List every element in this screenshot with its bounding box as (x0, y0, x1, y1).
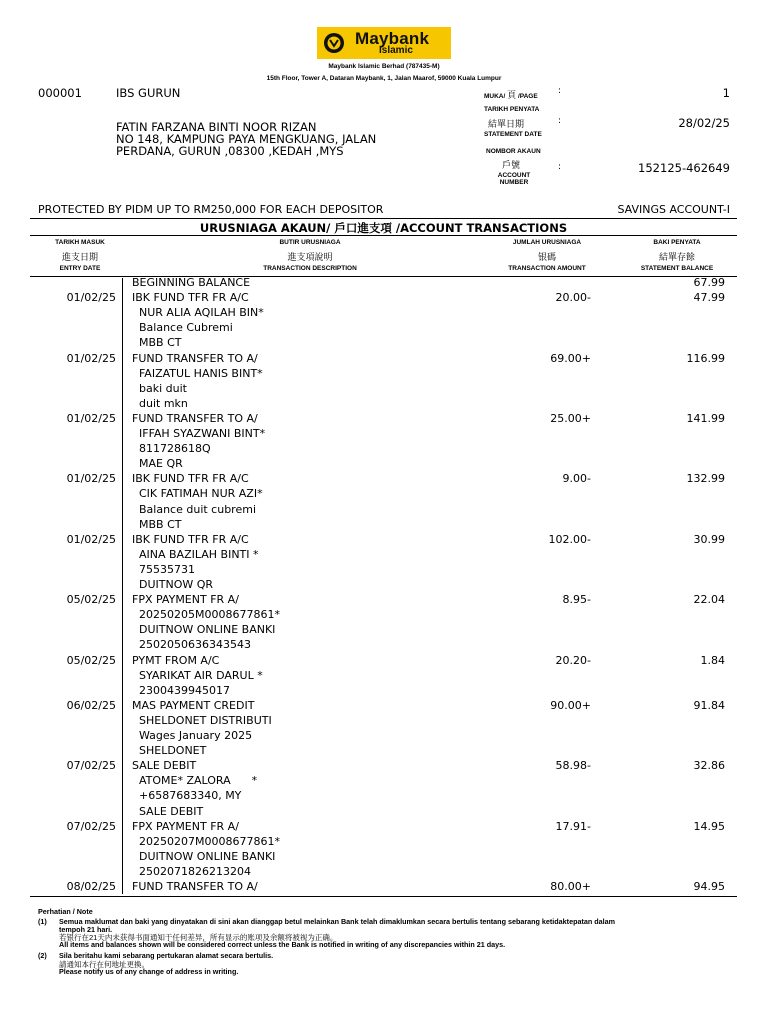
transaction-amount: 8.95- (562, 593, 591, 607)
customer-name: FATIN FARZANA BINTI NOOR RIZAN (116, 120, 317, 134)
transaction-amount: 20.20- (555, 653, 591, 667)
entry-date: 05/02/25 (66, 653, 116, 667)
transaction-description: FUND TRANSFER TO A/ (132, 411, 258, 425)
acct-label-en1: ACCOUNT (497, 172, 531, 179)
transaction-description: Wages January 2025 (132, 729, 253, 742)
note-2-ms: Sila beritahu kami sebarang pertukaran alamat secara bertulis. (59, 951, 274, 960)
statement-balance: 67.99 (693, 276, 725, 289)
transaction-description: MBB CT (132, 336, 182, 350)
transaction-description: SHELDONET DISTRIBUTI (132, 713, 272, 727)
transaction-description: SYARIKAT AIR DARUL * (132, 668, 263, 682)
transaction-description: 2300439945017 (132, 683, 230, 697)
entry-date: 01/02/25 (66, 472, 116, 486)
col-desc-cjk: 進支項說明 (287, 253, 333, 263)
transaction-description: PYMT FROM A/C (132, 653, 220, 667)
statement-balance: 22.04 (693, 593, 725, 607)
page-number: 1 (722, 86, 730, 100)
statement-balance: 32.86 (693, 759, 725, 773)
col-desc-en: TRANSACTION DESCRIPTION (263, 265, 357, 272)
col-balance-ms: BAKI PENYATA (653, 239, 701, 246)
date-colon: : (558, 116, 562, 126)
transaction-description: NUR ALIA AQILAH BIN* (132, 306, 264, 320)
note-1-ms: Semua maklumat dan baki yang dinyatakan di sini akan dianggap betul melainkan Bank telah dimaklumkan secara bertulis tentang sebarang ketidaktepatan dalam (59, 917, 616, 926)
transaction-description: FUND TRANSFER TO A/ (132, 351, 258, 365)
transaction-amount: 20.00- (555, 291, 591, 305)
pidm-notice: PROTECTED BY PIDM UP TO RM250,000 FOR EACH DEPOSITOR (38, 203, 384, 216)
col-amount-en: TRANSACTION AMOUNT (508, 265, 586, 272)
col-amount-ms: JUMLAH URUSNIAGA (512, 239, 582, 246)
transaction-description: IBK FUND TFR FR A/C (132, 532, 249, 546)
note-2-cjk: 請通知本行在何地址更換。 (59, 960, 149, 969)
statement-balance: 116.99 (686, 351, 725, 365)
bank-address: 15th Floor, Tower A, Dataran Maybank, 1, Jalan Maarof, 59000 Kuala Lumpur (266, 75, 502, 82)
acct-label-en2: NUMBER (499, 179, 529, 186)
footer-rule (30, 896, 737, 897)
note-1-ms2: tempoh 21 hari. (59, 925, 113, 934)
statement-balance: 14.95 (693, 819, 725, 833)
title-rule-bottom (30, 235, 737, 236)
col-date-en: ENTRY DATE (59, 265, 101, 272)
note-1-en: All items and balances shown will be considered correct unless the Bank is notified in writing of any discrepancies within 21 days. (59, 940, 506, 949)
transaction-amount: 17.91- (555, 819, 591, 833)
statement-balance: 132.99 (686, 472, 725, 486)
tiger-head-icon (321, 32, 347, 54)
acct-label-cjk: 戶號 (502, 161, 521, 171)
col-divider (122, 278, 123, 894)
transaction-description: SALE DEBIT (132, 804, 204, 818)
col-desc-ms: BUTIR URUSNIAGA (279, 239, 341, 246)
notes-heading: Perhatian / Note (38, 907, 93, 916)
acct-colon: : (558, 162, 562, 172)
transaction-description: 20250207M0008677861* (132, 834, 280, 848)
entry-date: 05/02/25 (66, 593, 116, 607)
date-label-en: STATEMENT DATE (484, 131, 542, 138)
branch-code: 000001 (38, 86, 82, 100)
transaction-description: 2502071826213204 (132, 864, 251, 878)
transaction-description: +6587683340, MY (132, 789, 242, 803)
entry-date: 01/02/25 (66, 411, 116, 425)
transaction-description: 75535731 (132, 562, 195, 576)
transaction-description: CIK FATIMAH NUR AZI* (132, 487, 263, 501)
entry-date: 07/02/25 (66, 819, 116, 833)
entry-date: 01/02/25 (66, 291, 116, 305)
transaction-amount: 69.00+ (550, 351, 591, 365)
transaction-description: 20250205M0008677861* (132, 608, 280, 622)
col-balance-en: STATEMENT BALANCE (640, 265, 714, 272)
transaction-amount: 58.98- (555, 759, 591, 773)
transaction-description: SALE DEBIT (132, 759, 197, 773)
branch-name: IBS GURUN (116, 86, 181, 100)
transaction-description: DUITNOW ONLINE BANKI (132, 623, 276, 637)
transaction-description: Balance Cubremi (132, 321, 233, 335)
transaction-description: 811728618Q (132, 442, 211, 456)
transaction-description: SHELDONET (132, 744, 207, 758)
col-amount-cjk: 银碼 (537, 253, 556, 263)
entry-date: 01/02/25 (66, 351, 116, 365)
transaction-description: FUND TRANSFER TO A/ (132, 880, 258, 893)
transaction-description: BEGINNING BALANCE (132, 276, 251, 289)
transaction-description: DUITNOW ONLINE BANKI (132, 849, 276, 863)
transaction-description: FPX PAYMENT FR A/ (132, 819, 239, 833)
customer-address-line1: NO 148, KAMPUNG PAYA MENGKUANG, JALAN (116, 132, 377, 146)
transaction-description: IBK FUND TFR FR A/C (132, 291, 249, 305)
title-rule-top (30, 218, 737, 219)
col-date-ms: TARIKH MASUK (55, 239, 105, 246)
transaction-description: Balance duit cubremi (132, 502, 257, 516)
statement-balance: 1.84 (700, 653, 725, 667)
entry-date: 01/02/25 (66, 532, 116, 546)
statement-balance: 47.99 (693, 291, 725, 305)
transaction-description: DUITNOW QR (132, 578, 214, 591)
page-colon: : (558, 86, 562, 96)
statement-balance: 94.95 (693, 880, 725, 893)
statement-balance: 30.99 (693, 532, 725, 546)
col-date-cjk: 進支日期 (61, 253, 98, 263)
entry-date: 06/02/25 (66, 698, 116, 712)
statement-balance: 91.84 (693, 698, 725, 712)
transaction-amount: 90.00+ (550, 698, 591, 712)
transaction-description: IBK FUND TFR FR A/C (132, 472, 249, 486)
note-2-en: Please notify us of any change of address in writing. (59, 967, 239, 976)
acct-label-ms: NOMBOR AKAUN (486, 148, 541, 155)
maybank-logo (317, 27, 451, 59)
transaction-description: FAIZATUL HANIS BINT* (132, 366, 263, 380)
note-1-number: (1) (38, 917, 47, 926)
transaction-description: MAS PAYMENT CREDIT (132, 698, 255, 712)
col-balance-cjk: 結單存餘 (658, 253, 695, 263)
customer-address-line2: PERDANA, GURUN ,08300 ,KEDAH ,MYS (116, 144, 344, 158)
entry-date: 08/02/25 (66, 880, 116, 893)
transaction-description: IFFAH SYAZWANI BINT* (132, 427, 266, 440)
transaction-description: duit mkn (132, 396, 188, 410)
transaction-description: 2502050636343543 (132, 638, 251, 652)
page-label: MUKA/ 頁 /PAGE (484, 91, 538, 101)
account-type: SAVINGS ACCOUNT-I (617, 203, 730, 216)
bank-brand: Maybank (355, 29, 430, 48)
transaction-amount: 102.00- (548, 532, 591, 546)
transaction-description: baki duit (132, 381, 187, 395)
account-number: 152125-462649 (638, 161, 730, 175)
transaction-amount: 80.00+ (550, 880, 591, 893)
transaction-description: FPX PAYMENT FR A/ (132, 593, 239, 607)
bank-sub: Islamic (379, 45, 413, 56)
note-1-cjk: 若银行在21天内未获得书面通知于任何差异，所有显示的账项及余额将被视为正确。 (59, 933, 338, 942)
section-title: URUSNIAGA AKAUN/ 戶口進支項 /ACCOUNT TRANSACTIONS (199, 221, 568, 235)
transaction-amount: 25.00+ (550, 411, 591, 425)
entry-date: 07/02/25 (66, 759, 116, 773)
transaction-description: MBB CT (132, 517, 182, 531)
transaction-description: ATOME* ZALORA * (132, 774, 258, 788)
note-2-number: (2) (38, 951, 47, 960)
date-label-cjk: 結單日期 (488, 120, 525, 130)
bank-legal-name: Maybank Islamic Berhad (787435-M) (328, 63, 440, 70)
statement-balance: 141.99 (686, 411, 725, 425)
statement-date: 28/02/25 (678, 116, 730, 130)
transaction-amount: 9.00- (562, 472, 591, 486)
transaction-description: AINA BAZILAH BINTI * (132, 547, 259, 561)
transaction-description: MAE QR (132, 457, 183, 471)
date-label-ms: TARIKH PENYATA (484, 106, 540, 113)
